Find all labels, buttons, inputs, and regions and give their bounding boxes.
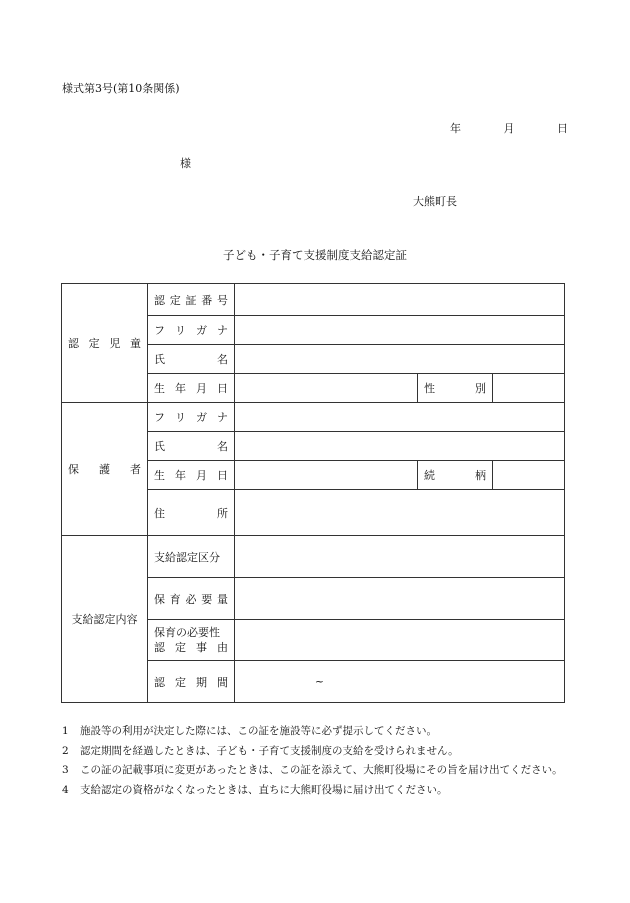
guardian-birthdate-label: 生 年 月 日 [148, 461, 235, 490]
list-item [62, 722, 572, 742]
form-number: 様式第3号(第10条関係) [62, 82, 180, 95]
certificate-table [61, 283, 565, 703]
table-row [62, 284, 565, 316]
list-item [62, 742, 572, 762]
note-text: 認定期間を経過したときは、子ども・子育て支援制度の支給を受けられません。 [80, 744, 459, 757]
child-birthdate-label: 生 年 月 日 [148, 374, 235, 403]
guardian-address-field[interactable] [235, 490, 565, 536]
notes-list [62, 722, 572, 800]
care-reason-field[interactable] [235, 620, 565, 661]
issuer-name: 大熊町長 [413, 195, 457, 208]
cert-number-label: 認 定 証 番 号 [148, 284, 235, 316]
note-text: 支給認定の資格がなくなったときは、直ちに大熊町役場に届け出てください。 [80, 783, 448, 796]
addressee-suffix: 様 [180, 157, 191, 170]
guardian-relation-label: 続 柄 [418, 461, 493, 490]
period-label: 認 定 期 間 [148, 661, 235, 703]
care-need-field[interactable] [235, 578, 565, 620]
note-number: 2 [62, 744, 69, 757]
benefit-group-label: 支給認定内容 [62, 536, 148, 703]
note-text: この証の記載事項に変更があったときは、この証を添えて、大熊町役場にその旨を届け出てください。 [80, 764, 563, 776]
date-year-label: 年 [450, 122, 461, 135]
table-row [62, 536, 565, 578]
guardian-address-label: 住 所 [148, 490, 235, 536]
benefit-category-field[interactable] [235, 536, 565, 578]
child-sex-label: 性 別 [418, 374, 493, 403]
child-furigana-label: フ リ ガ ナ [148, 316, 235, 345]
table-row [62, 403, 565, 432]
child-group-label: 認 定 児 童 [62, 284, 148, 403]
guardian-furigana-label: フ リ ガ ナ [148, 403, 235, 432]
cert-number-field[interactable] [235, 284, 565, 316]
guardian-birthdate-field[interactable] [235, 461, 418, 490]
child-name-field[interactable] [235, 345, 565, 374]
list-item [62, 761, 572, 781]
guardian-name-label: 氏 名 [148, 432, 235, 461]
guardian-furigana-field[interactable] [235, 403, 565, 432]
date-month-label: 月 [503, 122, 515, 135]
note-text: 施設等の利用が決定した際には、この証を施設等に必ず提示してください。 [80, 725, 437, 737]
date-day-label: 日 [557, 122, 568, 135]
period-field[interactable] [235, 661, 565, 703]
issue-date [450, 120, 568, 136]
care-need-label: 保 育 必 要 量 [148, 578, 235, 620]
note-number: 1 [62, 725, 69, 737]
care-reason-label: 保育の必要性 認 定 事 由 [148, 620, 235, 661]
guardian-group-label: 保 護 者 [62, 403, 148, 536]
document-title: 子ども・子育て支援制度支給認定証 [223, 248, 407, 262]
child-name-label: 氏 名 [148, 345, 235, 374]
child-furigana-field[interactable] [235, 316, 565, 345]
child-birthdate-field[interactable] [235, 374, 418, 403]
benefit-category-label: 支給認定区分 [148, 536, 235, 578]
guardian-relation-field[interactable] [493, 461, 565, 490]
guardian-name-field[interactable] [235, 432, 565, 461]
note-number: 3 [62, 764, 69, 776]
note-number: 4 [62, 783, 69, 796]
child-sex-field[interactable] [493, 374, 565, 403]
period-separator: ~ [314, 675, 325, 688]
list-item [62, 781, 572, 801]
